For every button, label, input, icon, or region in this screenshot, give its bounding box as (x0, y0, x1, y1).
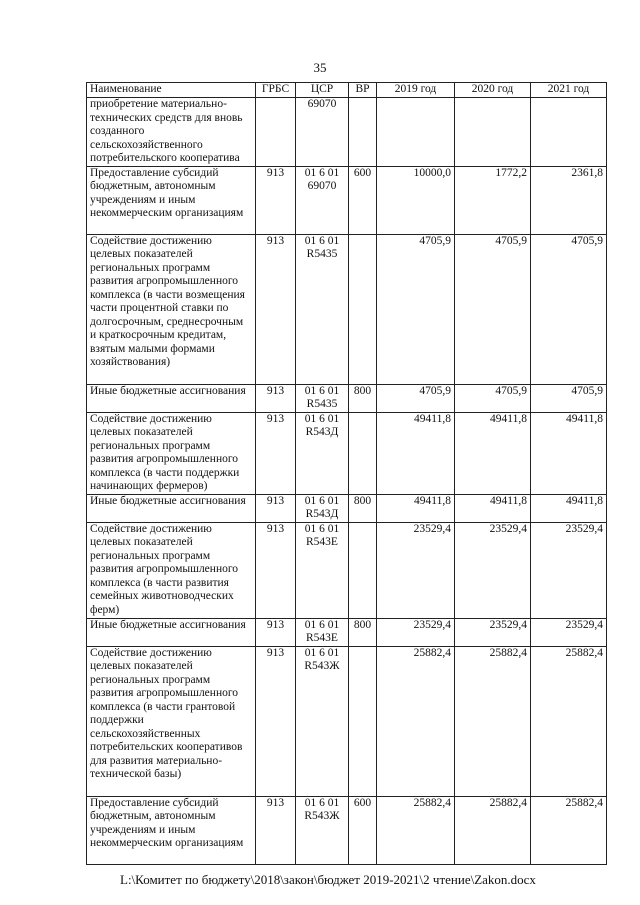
cell-vr: 600 (349, 796, 377, 864)
header-2019: 2019 год (377, 83, 455, 98)
table-row (87, 522, 607, 618)
cell-2020: 4705,9 (455, 234, 531, 384)
cell-vr: 800 (349, 618, 377, 646)
cell-csr: 01 6 01 R543Ж (296, 646, 349, 796)
cell-csr: 01 6 01 R5435 (296, 234, 349, 384)
table-row (87, 412, 607, 494)
cell-2020: 23529,4 (455, 618, 531, 646)
cell-grbs: 913 (256, 384, 296, 412)
cell-2019: 25882,4 (377, 796, 455, 864)
cell-vr (349, 234, 377, 384)
cell-grbs: 913 (256, 166, 296, 234)
table-row (87, 234, 607, 384)
cell-2019: 23529,4 (377, 618, 455, 646)
header-2020: 2020 год (455, 83, 531, 98)
cell-2021: 23529,4 (531, 618, 607, 646)
cell-2019: 4705,9 (377, 384, 455, 412)
cell-2020: 49411,8 (455, 412, 531, 494)
cell-csr: 01 6 01 R543E (296, 618, 349, 646)
cell-name: Предоставление субсидий бюджетным, автономным учреждениям и иным некоммерческим организациям (87, 796, 256, 864)
page-number: 35 (313, 60, 327, 75)
cell-2021: 49411,8 (531, 494, 607, 522)
cell-csr: 01 6 01 R543Д (296, 494, 349, 522)
cell-vr (349, 522, 377, 618)
cell-csr: 01 6 01 69070 (296, 166, 349, 234)
cell-2021: 4705,9 (531, 384, 607, 412)
cell-csr: 01 6 01 R543Ж (296, 796, 349, 864)
cell-2021: 4705,9 (531, 234, 607, 384)
cell-2020 (455, 98, 531, 167)
cell-grbs: 913 (256, 522, 296, 618)
cell-2019: 25882,4 (377, 646, 455, 796)
table-row (87, 618, 607, 646)
header-csr: ЦСР (296, 83, 349, 98)
header-grbs: ГРБС (256, 83, 296, 98)
cell-2019 (377, 98, 455, 167)
cell-grbs: 913 (256, 618, 296, 646)
cell-2020: 25882,4 (455, 796, 531, 864)
cell-grbs: 913 (256, 646, 296, 796)
cell-2021: 49411,8 (531, 412, 607, 494)
header-2021: 2021 год (531, 83, 607, 98)
cell-name: Иные бюджетные ассигнования (87, 384, 256, 412)
cell-2020: 25882,4 (455, 646, 531, 796)
cell-csr: 01 6 01 R5435 (296, 384, 349, 412)
cell-csr: 69070 (296, 98, 349, 167)
cell-name: приобретение материально-технических средств для вновь созданного сельскохозяйственного потребительского кооператива (87, 98, 256, 167)
cell-name: Содействие достижению целевых показателей региональных программ развития агропромышленного комплекса (в части грантовой поддержки сельскохозяйственных потребительских кооперативов для развития материально-технической базы) (87, 646, 256, 796)
footer-file-path: L:\Комитет по бюджету\2018\закон\бюджет 2019-2021\2 чтение\Zakon.docx (120, 872, 536, 887)
table-row (87, 494, 607, 522)
cell-name: Содействие достижению целевых показателей региональных программ развития агропромышленного комплекса (в части возмещения части процентной ставки по долгосрочным, среднесрочным и краткосрочным кредитам, взятым малыми формами хозяйствования) (87, 234, 256, 384)
table-header-row (87, 83, 607, 98)
cell-2021: 2361,8 (531, 166, 607, 234)
table-row (87, 166, 607, 234)
budget-table (86, 82, 607, 865)
cell-vr (349, 412, 377, 494)
cell-2020: 49411,8 (455, 494, 531, 522)
cell-grbs: 913 (256, 412, 296, 494)
cell-2019: 10000,0 (377, 166, 455, 234)
cell-vr: 800 (349, 384, 377, 412)
table-row (87, 796, 607, 864)
cell-name: Иные бюджетные ассигнования (87, 618, 256, 646)
table-row (87, 646, 607, 796)
cell-vr: 800 (349, 494, 377, 522)
header-name: Наименование (87, 83, 256, 98)
cell-grbs (256, 98, 296, 167)
header-vr: ВР (349, 83, 377, 98)
cell-vr (349, 98, 377, 167)
cell-2019: 4705,9 (377, 234, 455, 384)
cell-name: Иные бюджетные ассигнования (87, 494, 256, 522)
cell-csr: 01 6 01 R543E (296, 522, 349, 618)
cell-grbs: 913 (256, 234, 296, 384)
cell-name: Предоставление субсидий бюджетным, автономным учреждениям и иным некоммерческим организациям (87, 166, 256, 234)
cell-2019: 23529,4 (377, 522, 455, 618)
cell-2020: 23529,4 (455, 522, 531, 618)
cell-grbs: 913 (256, 796, 296, 864)
cell-2021: 23529,4 (531, 522, 607, 618)
cell-2019: 49411,8 (377, 494, 455, 522)
cell-2020: 1772,2 (455, 166, 531, 234)
cell-grbs: 913 (256, 494, 296, 522)
cell-csr: 01 6 01 R543Д (296, 412, 349, 494)
cell-2019: 49411,8 (377, 412, 455, 494)
cell-2021 (531, 98, 607, 167)
cell-2021: 25882,4 (531, 796, 607, 864)
cell-name: Содействие достижению целевых показателей региональных программ развития агропромышленного комплекса (в части поддержки начинающих фермеров) (87, 412, 256, 494)
cell-vr: 600 (349, 166, 377, 234)
cell-vr (349, 646, 377, 796)
cell-2020: 4705,9 (455, 384, 531, 412)
table-row (87, 384, 607, 412)
cell-2021: 25882,4 (531, 646, 607, 796)
cell-name: Содействие достижению целевых показателей региональных программ развития агропромышленного комплекса (в части развития семейных животноводческих ферм) (87, 522, 256, 618)
table-row (87, 98, 607, 167)
